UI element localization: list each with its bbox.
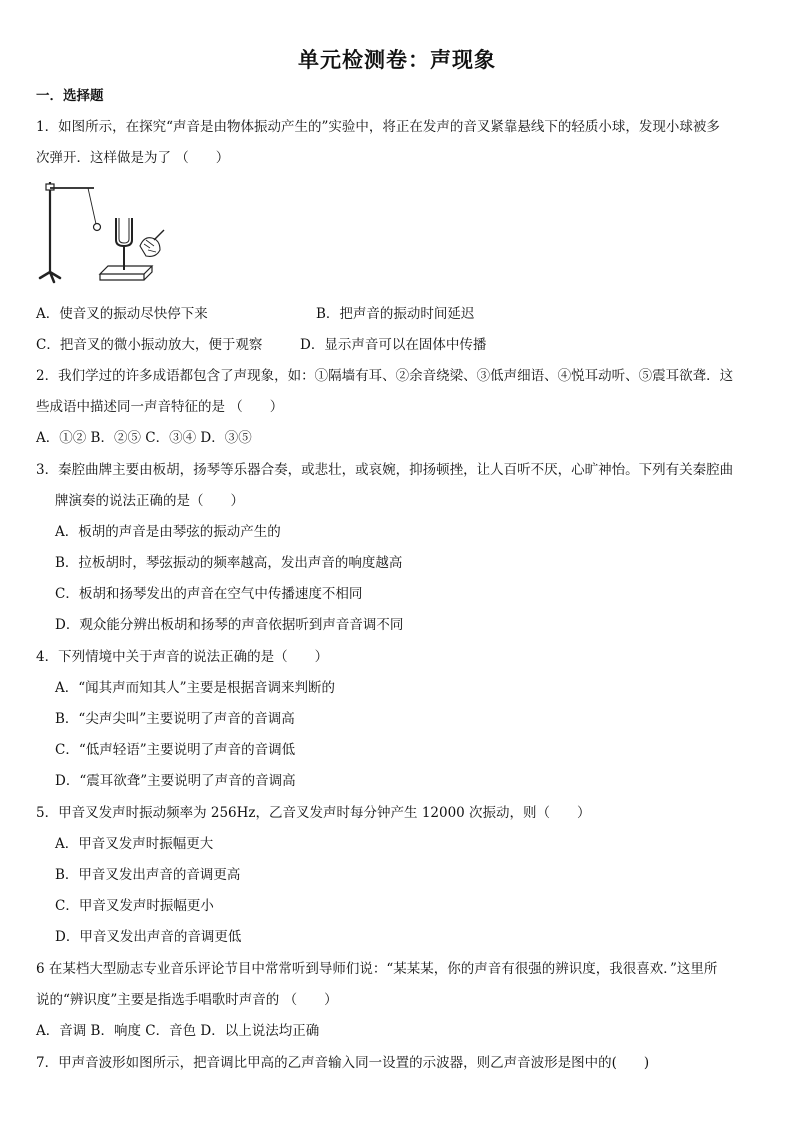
- question-1-stem-line2: 次弹开．这样做是为了 （ ）: [36, 150, 230, 166]
- tuning-fork-figure: [36, 178, 176, 290]
- question-6-stem-line2: 说的“辨识度”主要是指选手唱歌时声音的 （ ）: [36, 992, 338, 1008]
- question-3-stem-line2: 牌演奏的说法正确的是（ ）: [55, 493, 244, 509]
- question-4-option-d: D．“震耳欲聋”主要说明了声音的音调高: [55, 773, 296, 789]
- question-1-option-c: C．把音叉的微小振动放大，便于观察: [36, 337, 263, 353]
- question-4-stem: 4．下列情境中关于声音的说法正确的是（ ）: [36, 649, 329, 665]
- section-heading: 一．选择题: [36, 88, 104, 104]
- question-5-option-c: C．甲音叉发声时振幅更小: [55, 898, 214, 914]
- question-4-option-b: B．“尖声尖叫”主要说明了声音的音调高: [55, 711, 295, 727]
- question-1-option-d: D．显示声音可以在固体中传播: [300, 337, 487, 353]
- question-1-option-b: B．把声音的振动时间延迟: [316, 306, 475, 322]
- question-4-option-a: A．“闻其声而知其人”主要是根据音调来判断的: [55, 680, 336, 696]
- page-title: 单元检测卷：声现象: [298, 48, 496, 72]
- question-7-stem: 7．甲声音波形如图所示，把音调比甲高的乙声音输入同一设置的示波器，则乙声音波形是图中的( ): [36, 1055, 650, 1071]
- question-3-option-c: C．板胡和扬琴发出的声音在空气中传播速度不相同: [55, 586, 363, 602]
- question-5-option-b: B．甲音叉发出声音的音调更高: [55, 867, 241, 883]
- question-3-option-a: A．板胡的声音是由琴弦的振动产生的: [55, 524, 281, 540]
- question-3-stem-line1: 3．秦腔曲牌主要由板胡，扬琴等乐器合奏，或悲壮，或哀婉，抑扬顿挫，让人百听不厌，心旷神怡。下列有关秦腔曲: [36, 462, 734, 478]
- question-6-options: A．音调 B．响度 C．音色 D．以上说法均正确: [36, 1023, 320, 1039]
- question-2-options: A．①② B．②⑤ C．③④ D．③⑤: [36, 430, 252, 446]
- question-3-option-b: B．拉板胡时，琴弦振动的频率越高，发出声音的响度越高: [55, 555, 403, 571]
- question-6-stem-line1: 6 在某档大型励志专业音乐评论节目中常常听到导师们说：“某某某，你的声音有很强的辨识度，我很喜欢．”这里所: [36, 961, 718, 977]
- question-2-stem-line2: 些成语中描述同一声音特征的是 （ ）: [36, 399, 284, 415]
- question-5-stem: 5．甲音叉发声时振动频率为 256Hz，乙音叉发声时每分钟产生 12000 次振动，则（ ）: [36, 805, 591, 821]
- question-5-option-a: A．甲音叉发声时振幅更大: [55, 836, 214, 852]
- question-3-option-d: D．观众能分辨出板胡和扬琴的声音依据听到声音音调不同: [55, 617, 404, 633]
- question-1-option-a: A．使音叉的振动尽快停下来: [36, 306, 208, 322]
- question-1-stem-line1: 1．如图所示，在探究“声音是由物体振动产生的”实验中，将正在发声的音叉紧靠悬线下的轻质小球，发现小球被多: [36, 119, 720, 135]
- question-5-option-d: D．甲音叉发出声音的音调更低: [55, 929, 242, 945]
- question-2-stem-line1: 2．我们学过的许多成语都包含了声现象，如：①隔墙有耳、②余音绕梁、③低声细语、④悦耳动听、⑤震耳欲聋．这: [36, 368, 734, 384]
- question-4-option-c: C．“低声轻语”主要说明了声音的音调低: [55, 742, 296, 758]
